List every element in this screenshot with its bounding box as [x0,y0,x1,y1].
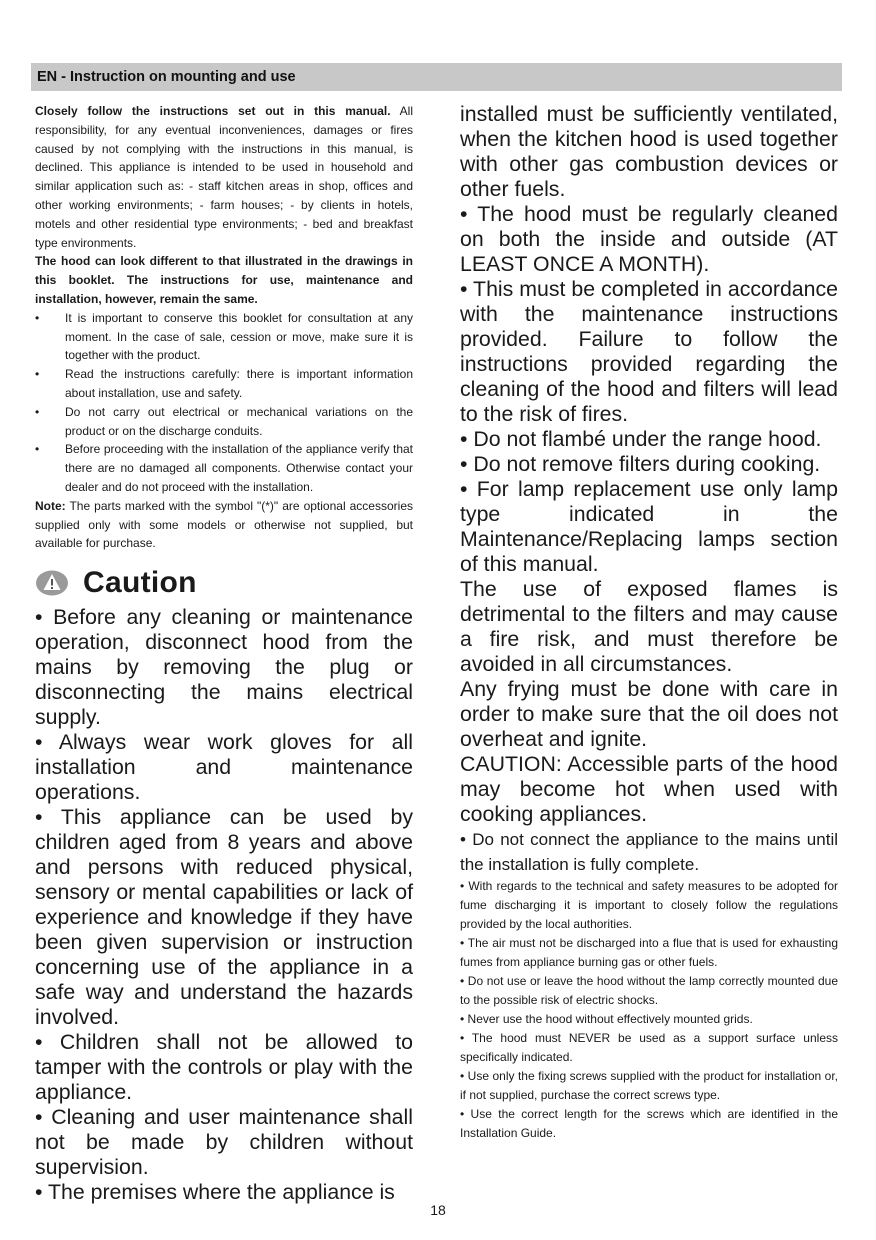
list-item: • It is important to conserve this booklet for consultation at any moment. In the case of sale, cession or move, make sure it is together with the product. [35,309,413,365]
caution-paragraph: • The premises where the appliance is [35,1180,395,1205]
safety-paragraph: • Do not flambé under the range hood. [460,427,822,451]
intro-text: All responsibility, for any eventual inconveniences, damages or fires caused by not complying with the instructions in this manual, is declined. This appliance is intended to be used in household and similar application such as: - staff kitchen areas in shop, offices and other working environments; - farm houses; - by clients in hotels, motels and other residential type environments; - bed and breakfast type environments. [35,104,413,250]
caution-paragraph: • Always wear work gloves for all installation and maintenance operations. [35,730,413,805]
regulation-paragraph: • Never use the hood without effectively mounted grids. [460,1012,753,1026]
safety-paragraph: • Do not remove filters during cooking. [460,452,821,476]
list-item: • Do not carry out electrical or mechanical variations on the product or on the discharge conduits. [35,403,413,441]
safety-paragraph: CAUTION: Accessible parts of the hood may become hot when used with cooking appliances. [460,752,838,826]
note-label: Note: [35,498,66,513]
note-text: The parts marked with the symbol "(*)" are optional accessories supplied only with some models or otherwise not supplied, but available for purchase. [35,498,413,551]
intro-paragraph [35,102,413,252]
list-item: • Read the instructions carefully: there is important information about installation, use and safety. [35,365,413,403]
caution-paragraph: • This appliance can be used by children aged from 8 years and above and persons with reduced physical, sensory or mental capabilities or lack of experience and knowledge if they have been given supervision or instruction concerning use of the appliance in a safe way and understand the hazards involved. [35,805,413,1030]
section-title: EN - Instruction on mounting and use [37,69,296,85]
caution-paragraph: • Children shall not be allowed to tamper with the controls or play with the appliance. [35,1030,413,1105]
regulation-paragraph: • Use only the fixing screws supplied with the product for installation or, if not supplied, purchase the correct screws type. [460,1069,838,1102]
caution-heading [35,565,413,601]
safety-paragraph: installed must be sufficiently ventilated, when the kitchen hood is used together with other gas combustion devices or other fuels. [460,102,838,201]
left-column [35,102,413,1205]
section-header [31,63,842,91]
caution-title: Caution [83,566,197,600]
regulation-paragraph: • The air must not be discharged into a flue that is used for exhausting fumes from appliance burning gas or other fuels. [460,936,838,969]
warning-icon [35,569,69,597]
caution-paragraph: • Cleaning and user maintenance shall not be made by children without supervision. [35,1105,413,1180]
caution-paragraph: • Before any cleaning or maintenance operation, disconnect hood from the mains by removing the plug or disconnecting the mains electrical supply. [35,605,413,730]
safety-paragraph: The use of exposed flames is detrimental to the filters and may cause a fire risk, and must therefore be avoided in all circumstances. [460,577,838,676]
mains-paragraph: • Do not connect the appliance to the mains until the installation is fully complete. [460,830,838,874]
regulation-paragraph: • The hood must NEVER be used as a support surface unless specifically indicated. [460,1031,838,1064]
list-item: • Before proceeding with the installation of the appliance verify that there are no damaged all components. Otherwise contact your dealer and do not proceed with the installation. [35,440,413,496]
regulation-paragraph: • Use the correct length for the screws which are identified in the Installation Guide. [460,1107,838,1140]
safety-paragraph: Any frying must be done with care in order to make sure that the oil does not overheat and ignite. [460,677,838,751]
hood-note: The hood can look different to that illustrated in the drawings in this booklet. The instructions for use, maintenance and installation, however, remain the same. [35,254,413,306]
intro-bold: Closely follow the instructions set out in this manual. [35,104,391,118]
right-column [460,102,838,1143]
instruction-list [35,309,413,497]
safety-paragraph: • The hood must be regularly cleaned on both the inside and outside (AT LEAST ONCE A MONTH). [460,202,838,276]
page-number: 18 [430,1202,446,1218]
regulation-paragraph: • With regards to the technical and safety measures to be adopted for fume discharging it is important to closely follow the regulations provided by the local authorities. [460,879,838,931]
regulation-paragraph: • Do not use or leave the hood without the lamp correctly mounted due to the possible risk of electric shocks. [460,974,838,1007]
safety-paragraph: • This must be completed in accordance with the maintenance instructions provided. Failure to follow the instructions provided regarding the cleaning of the hood and filters will lead to the risk of fires. [460,277,838,426]
safety-paragraph: • For lamp replacement use only lamp type indicated in the Maintenance/Replacing lamps section of this manual. [460,477,838,576]
note-paragraph [35,497,413,553]
